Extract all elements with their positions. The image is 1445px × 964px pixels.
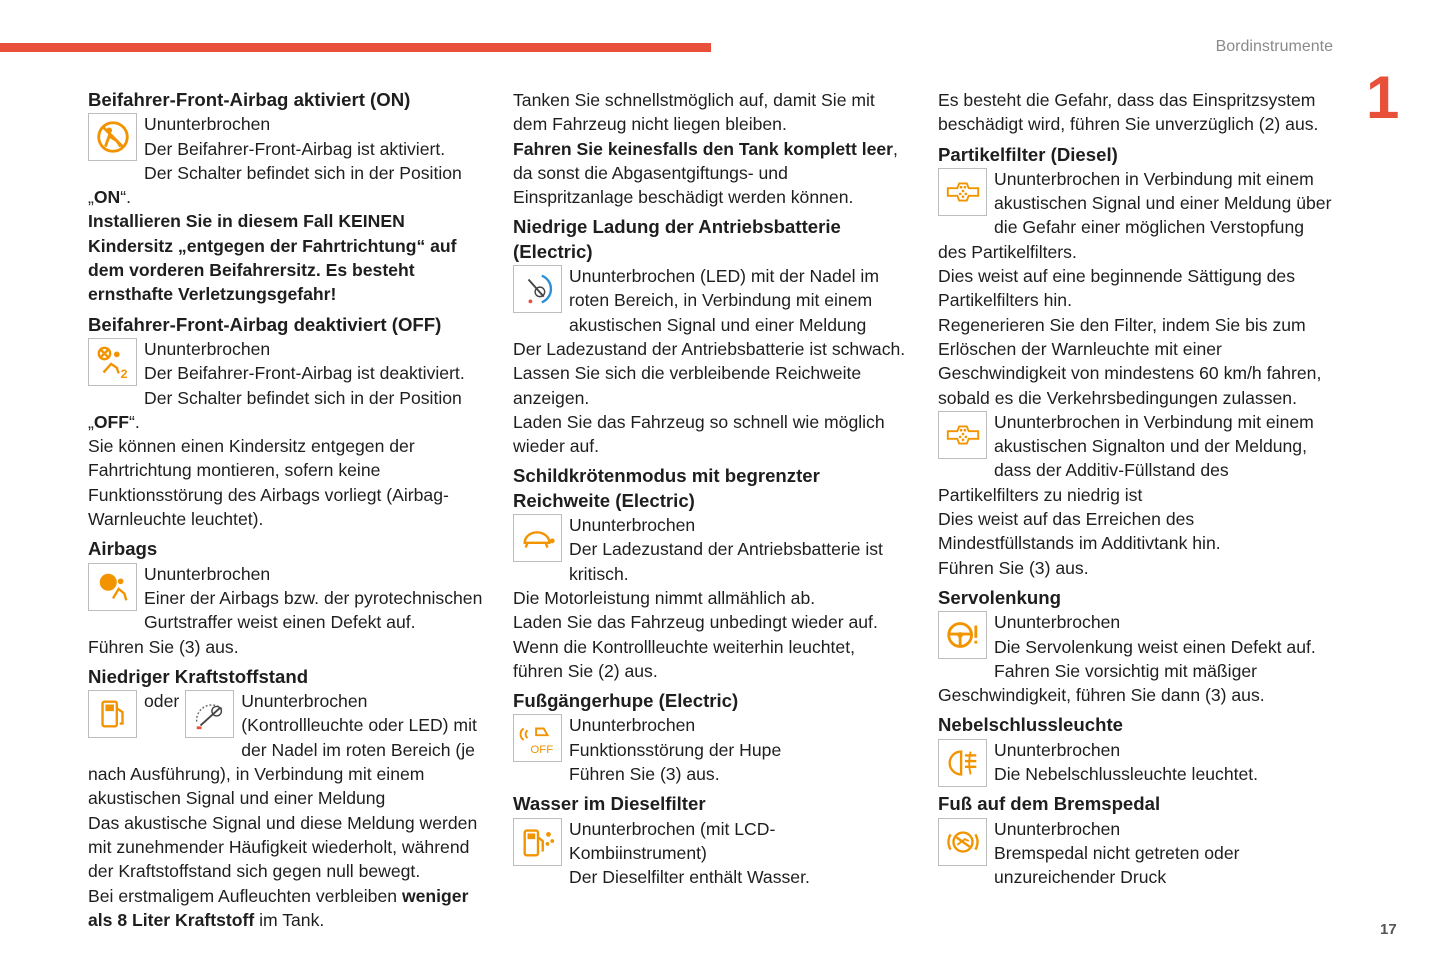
oder-text: oder [144, 691, 180, 712]
page-number: 17 [1380, 921, 1397, 938]
description-text: Bremspedal nicht getreten oder unzureichender Druck [994, 842, 1240, 888]
description-text: Der Ladezustand der Antriebsbatterie ist kritisch. [569, 539, 883, 584]
block-heading: Wasser im Dieselfilter [513, 793, 706, 815]
block-heading: Fußgängerhupe (Electric) [513, 690, 739, 712]
turtle-icon [513, 514, 562, 562]
passenger-airbag-on-icon [88, 113, 137, 161]
particle-filter-block [938, 143, 1334, 580]
water-in-diesel-icon [513, 818, 562, 866]
warning-text: Installieren Sie in diesem Fall KEINEN Kindersitz „entgegen der Fahrtrichtung“ auf dem vorderen Beifahrersitz. Es besteht ernsthafte Verletzungsgefahr! [88, 211, 457, 305]
svg-text:2: 2 [120, 367, 127, 381]
block-heading: Beifahrer-Front-Airbag aktiviert (ON) [88, 89, 411, 110]
particle-filter-icon [938, 411, 987, 459]
column-1 [88, 88, 484, 938]
block-heading: Nebelschlussleuchte [938, 714, 1123, 736]
block-heading: Schildkrötenmodus mit begrenzter Reichweite (Electric) [513, 465, 820, 511]
status-text: Ununterbrochen [144, 563, 271, 584]
description-text: Die Nebelschlussleuchte leuchtet. [994, 764, 1259, 785]
brake-pedal-block [938, 792, 1334, 889]
description-text: Laden Sie das Fahrzeug unbedingt wieder auf. [513, 612, 878, 633]
particle-filter-icon [938, 168, 987, 216]
block-heading: Fuß auf dem Bremspedal [938, 793, 1161, 815]
water-in-diesel-continued [938, 88, 1334, 137]
section-title: Bordinstrumente [1215, 38, 1333, 55]
rear-fog-light-block [938, 713, 1334, 786]
airbags-block [88, 537, 484, 658]
description-text: Tanken Sie schnellstmöglich auf, damit Sie mit dem Fahrzeug nicht liegen bleiben. [513, 90, 875, 135]
block-heading: Beifahrer-Front-Airbag deaktiviert (OFF) [88, 313, 442, 335]
pedestrian-horn-off-icon [513, 714, 562, 762]
position-text: Der Schalter befindet sich in der Position „OFF“. [88, 387, 462, 432]
description-text: Dies weist auf das Erreichen des Mindestfüllstands im Additivtank hin. [938, 509, 1221, 554]
power-steering-icon [938, 611, 987, 659]
description-text: Die Servolenkung weist einen Defekt auf. [994, 636, 1316, 657]
status-text: Ununterbrochen (LED) mit der Nadel im roten Bereich, in Verbindung mit einem akustischen Signal und einer Meldung [569, 266, 879, 335]
column-2 [513, 88, 909, 896]
block-heading: Partikelfilter (Diesel) [938, 143, 1118, 165]
description-text: Es besteht die Gefahr, dass das Einspritzsystem beschädigt wird, führen Sie unverzüglich (2) aus. [938, 90, 1319, 135]
block-heading: Niedriger Kraftstoffstand [88, 665, 309, 687]
status-text: Ununterbrochen in Verbindung mit einem akustischen Signal und einer Meldung über die Gefahr einer möglichen Verstopfung des Partikelfilters. [938, 168, 1332, 262]
status-text: Ununterbrochen [994, 818, 1121, 839]
description-text: Das akustische Signal und diese Meldung werden mit zunehmender Häufigkeit wiederholt, während der Kraftstoffstand sich gegen null bewegt. [88, 812, 478, 882]
power-steering-block [938, 586, 1334, 707]
passenger-airbag-off-icon [88, 338, 137, 386]
action-text: Laden Sie das Fahrzeug so schnell wie möglich wieder auf. [513, 411, 885, 457]
pedestrian-horn-block [513, 689, 909, 786]
block-heading: Airbags [88, 538, 158, 560]
description-text: Der Beifahrer-Front-Airbag ist deaktiviert. [144, 363, 465, 384]
low-fuel-continued [513, 88, 909, 209]
action-text: Wenn die Kontrollleuchte weiterhin leuchtet, führen Sie (2) aus. [513, 636, 855, 681]
action-text: Führen Sie (3) aus. [569, 764, 720, 785]
action-text: Führen Sie (3) aus. [88, 636, 239, 657]
airbag-icon [88, 563, 137, 611]
status-text: Ununterbrochen [994, 612, 1121, 633]
passenger-airbag-off-block [88, 313, 484, 532]
description-text: Einer der Airbags bzw. der pyrotechnischen Gurtstraffer weist einen Defekt auf. [144, 587, 483, 633]
status-text: Ununterbrochen [144, 338, 271, 359]
header-accent-bar [0, 43, 711, 52]
low-battery-block [513, 215, 909, 458]
description-text: Sie können einen Kindersitz entgegen der Fahrtrichtung montieren, sofern keine Funktionsstörung des Airbags vorliegt (Airbag-Warnleuchte leuchtet). [88, 436, 449, 530]
status-text: Ununterbrochen [569, 515, 696, 536]
water-in-diesel-block [513, 792, 909, 889]
fuel-pump-icon [88, 690, 137, 738]
status-text: Ununterbrochen (Kontrollleuchte oder LED) mit der Nadel im roten Bereich (je nach Ausführung), in Verbindung mit einem akustischen Signal und einer Meldung [88, 691, 477, 809]
status-text: Ununterbrochen [994, 739, 1121, 760]
low-fuel-block [88, 665, 484, 932]
action-text: Führen Sie (3) aus. [938, 557, 1089, 578]
remaining-fuel-text: Bei erstmaligem Aufleuchten verbleiben weniger als 8 Liter Kraftstoff im Tank. [88, 885, 469, 930]
status-text: Ununterbrochen (mit LCD-Kombiinstrument) [569, 818, 776, 863]
description-text: Funktionsstörung der Hupe [569, 739, 782, 760]
action-text: Fahren Sie vorsichtig mit mäßiger Geschwindigkeit, führen Sie dann (3) aus. [938, 660, 1265, 706]
description-text: Lassen Sie sich die verbleibende Reichweite anzeigen. [513, 363, 862, 408]
description-text: Dies weist auf eine beginnende Sättigung des Partikelfilters hin. [938, 266, 1296, 311]
block-heading: Niedrige Ladung der Antriebsbatterie (Electric) [513, 216, 841, 262]
turtle-mode-block [513, 464, 909, 683]
status-text: Ununterbrochen [144, 114, 271, 135]
block-heading: Servolenkung [938, 586, 1061, 608]
status-text: Ununterbrochen [569, 715, 696, 736]
description-text: Der Beifahrer-Front-Airbag ist aktiviert. [144, 138, 446, 159]
status-text: Ununterbrochen in Verbindung mit einem akustischen Signalton und der Meldung, dass der Additiv-Füllstand des Partikelfilters zu niedrig ist [938, 411, 1314, 505]
fuel-gauge-needle-icon [185, 690, 234, 738]
battery-gauge-icon [513, 265, 562, 313]
rear-fog-light-icon [938, 739, 987, 787]
description-text: Der Dieselfilter enthält Wasser. [569, 867, 810, 888]
column-3 [938, 88, 1334, 896]
position-text: Der Schalter befindet sich in der Position „ON“. [88, 162, 462, 208]
chapter-number: 1 [1366, 64, 1400, 131]
description-text: Der Ladezustand der Antriebsbatterie ist schwach. [513, 338, 906, 359]
description-text: Die Motorleistung nimmt allmählich ab. [513, 587, 816, 608]
action-text: Regenerieren Sie den Filter, indem Sie bis zum Erlöschen der Warnleuchte mit einer Geschwindigkeit von mindestens 60 km/h fahren, sobald es die Verkehrsbedingungen zulassen. [938, 314, 1322, 408]
passenger-airbag-on-block [88, 88, 484, 307]
svg-text:OFF: OFF [529, 744, 553, 757]
warning-text: Fahren Sie keinesfalls den Tank komplett leer, da sonst die Abgasentgiftungs- und Einspritzanlage beschädigt werden können. [513, 138, 898, 208]
brake-pedal-icon [938, 818, 987, 866]
